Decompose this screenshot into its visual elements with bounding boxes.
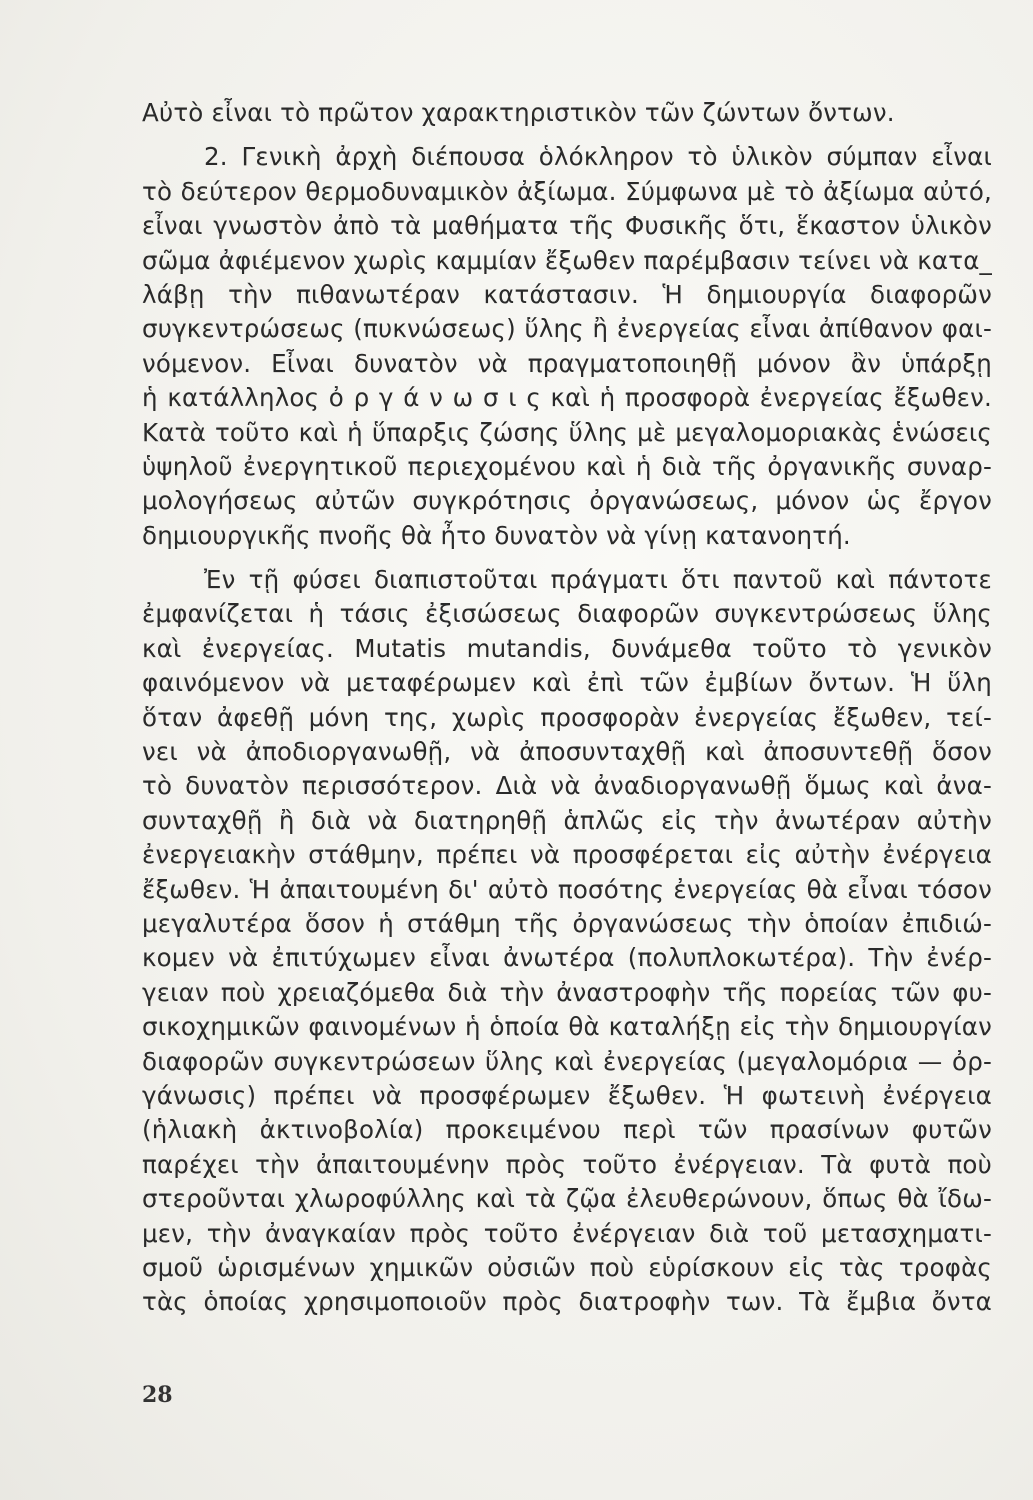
text-line: παρέχει τὴν ἀπαιτουμένην πρὸς τοῦτο ἐνέργειαν. Τὰ φυτὰ ποὺ [142, 1149, 992, 1179]
text-line: (ἡλιακὴ ἀκτινοβολία) προκειμένου περὶ τῶν πρασίνων φυτῶν [142, 1115, 992, 1145]
page-number: 28 [142, 1382, 173, 1408]
text-line: γάνωσις) πρέπει νὰ προσφέρωμεν ἔξωθεν. Ἡ φωτεινὴ ἐνέργεια [142, 1080, 992, 1110]
text-line: διαφορῶν συγκεντρώσεων ὕλης καὶ ἐνεργείας (μεγαλομόρια — ὀρ- [142, 1046, 992, 1076]
body-text [142, 96, 992, 1320]
text-line: σῶμα ἀφιέμενον χωρὶς καμμίαν ἔξωθεν παρέμβασιν τείνει νὰ κατα_ [142, 245, 992, 275]
text-line: ὑψηλοῦ ἐνεργητικοῦ περιεχομένου καὶ ἡ διὰ τῆς ὀργανικῆς συναρ- [142, 451, 992, 481]
text-line: σμοῦ ὡρισμένων χημικῶν οὐσιῶν ποὺ εὑρίσκουν εἰς τὰς τροφὰς [142, 1252, 992, 1282]
text-line: τὰς ὁποίας χρησιμοποιοῦν πρὸς διατροφὴν των. Τὰ ἔμβια ὄντα [142, 1287, 992, 1317]
text-line: τὸ δυνατὸν περισσότερον. Διὰ νὰ ἀναδιοργανωθῇ ὅμως καὶ ἀνα- [142, 771, 992, 801]
text-line: Αὐτὸ εἶναι τὸ πρῶτον χαρακτηριστικὸν τῶν ζώντων ὄντων. [142, 98, 895, 127]
text-line: ἐμφανίζεται ἡ τάσις ἐξισώσεως διαφορῶν συγκεντρώσεως ὕλης [142, 599, 992, 629]
text-line: 2. Γενικὴ ἀρχὴ διέπουσα ὁλόκληρον τὸ ὑλικὸν σύμπαν εἶναι [204, 142, 992, 172]
text-line: λάβῃ τὴν πιθανωτέραν κατάστασιν. Ἡ δημιουργία διαφορῶν [142, 279, 992, 309]
paragraph-gap [142, 130, 992, 140]
text-line: νόμενον. Εἶναι δυνατὸν νὰ πραγματοποιηθῇ μόνον ἂν ὑπάρξῃ [142, 348, 992, 378]
text-line: τὸ δεύτερον θερμοδυναμικὸν ἀξίωμα. Σύμφωνα μὲ τὸ ἀξίωμα αὐτό, [142, 176, 992, 206]
text-line: γειαν ποὺ χρειαζόμεθα διὰ τὴν ἀναστροφὴν τῆς πορείας τῶν φυ- [142, 977, 992, 1007]
text-line: νει νὰ ἀποδιοργανωθῇ, νὰ ἀποσυνταχθῇ καὶ ἀποσυντεθῇ ὅσον [142, 737, 992, 767]
text-line: καὶ ἐνεργείας. Mutatis mutandis, δυνάμεθα τοῦτο τὸ γενικὸν [142, 633, 992, 663]
text-line: συγκεντρώσεως (πυκνώσεως) ὕλης ἢ ἐνεργείας εἶναι ἀπίθανον φαι- [142, 314, 992, 344]
text-line: ἔξωθεν. Ἡ ἀπαιτουμένη δι' αὐτὸ ποσότης ἐνεργείας θὰ εἶναι τόσον [142, 874, 992, 904]
text-line: ἐνεργειακὴν στάθμην, πρέπει νὰ προσφέρεται εἰς αὐτὴν ἐνέργεια [142, 840, 992, 870]
text-line: μεν, τὴν ἀναγκαίαν πρὸς τοῦτο ἐνέργειαν διὰ τοῦ μετασχηματι- [142, 1218, 992, 1248]
text-line: στεροῦνται χλωροφύλλης καὶ τὰ ζῷα ἐλευθερώνουν, ὅπως θὰ ἴδω- [142, 1184, 992, 1214]
text-line: ὅταν ἀφεθῇ μόνη της, χωρὶς προσφορὰν ἐνεργείας ἔξωθεν, τεί- [142, 702, 992, 732]
text-line: ἡ κατάλληλος ὀ ρ γ ά ν ω σ ι ς καὶ ἡ προσφορὰ ἐνεργείας ἔξωθεν. [142, 383, 992, 413]
paragraph-gap [142, 553, 992, 563]
text-line: δημιουργικῆς πνοῆς θὰ ἦτο δυνατὸν νὰ γίνῃ κατανοητή. [142, 520, 851, 550]
text-line: φαινόμενον νὰ μεταφέρωμεν καὶ ἐπὶ τῶν ἐμβίων ὄντων. Ἡ ὕλη [142, 668, 992, 698]
text-line: Κατὰ τοῦτο καὶ ἡ ὕπαρξις ζώσης ὕλης μὲ μεγαλομοριακὰς ἑνώσεις [142, 417, 992, 447]
text-line: Ἐν τῇ φύσει διαπιστοῦται πράγματι ὅτι παντοῦ καὶ πάντοτε [204, 565, 992, 595]
text-line: κομεν νὰ ἐπιτύχωμεν εἶναι ἀνωτέρα (πολυπλοκωτέρα). Τὴν ἐνέρ- [142, 943, 992, 973]
text-line: μεγαλυτέρα ὅσον ἡ στάθμη τῆς ὀργανώσεως τὴν ὁποίαν ἐπιδιώ- [142, 908, 992, 938]
text-line: συνταχθῇ ἢ διὰ νὰ διατηρηθῇ ἁπλῶς εἰς τὴν ἀνωτέραν αὐτὴν [142, 805, 992, 835]
text-line: μολογήσεως αὐτῶν συγκρότησις ὀργανώσεως, μόνον ὡς ἔργον [142, 486, 992, 516]
text-line: σικοχημικῶν φαινομένων ἡ ὁποία θὰ καταλήξῃ εἰς τὴν δημιουργίαν [142, 1012, 992, 1042]
text-line: εἶναι γνωστὸν ἀπὸ τὰ μαθήματα τῆς Φυσικῆς ὅτι, ἕκαστον ὑλικὸν [142, 211, 992, 241]
